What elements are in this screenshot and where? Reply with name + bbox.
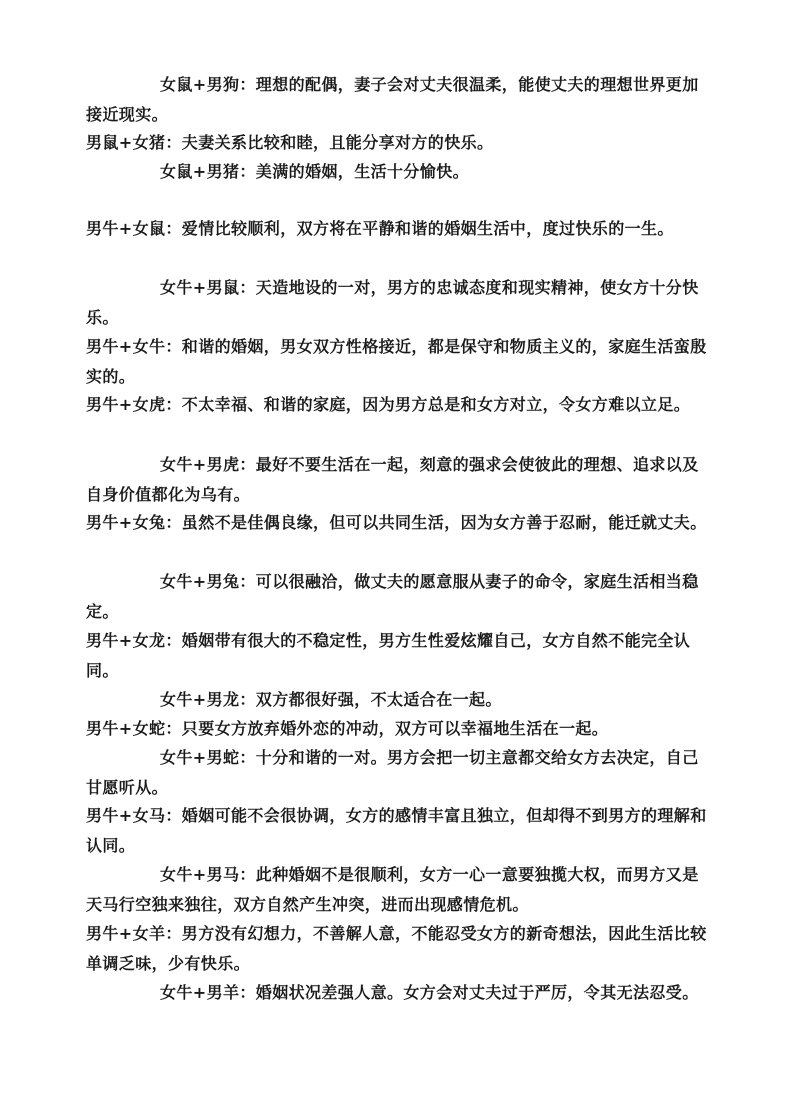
paragraph-ox-male-snake-female: 男牛+女蛇：只要女方放弃婚外恋的冲动，双方可以幸福地生活在一起。 [86, 719, 609, 738]
paragraph-rat-female-pig-male: 女鼠+男猪：美满的婚姻，生活十分愉快。 [160, 162, 470, 181]
paragraph-ox-female-rat-male: 女牛+男鼠：天造地设的一对，男方的忠诚态度和现实精神，使女方十分快乐。 [86, 278, 699, 327]
paragraph-ox-female-tiger-male: 女牛+男虎：最好不要生活在一起，刻意的强求会使彼此的理想、追求以及自身价值都化为乌有。 [86, 455, 699, 504]
paragraph-ox-female-horse-male: 女牛+男马：此种婚姻不是很顺利，女方一心一意要独揽大权，而男方又是天马行空独来独往，双方自然产生冲突，进而出现感情危机。 [86, 865, 699, 914]
paragraph-ox-female-rabbit-male: 女牛+男兔：可以很融洽，做丈夫的愿意服从妻子的命令，家庭生活相当稳定。 [86, 572, 699, 621]
paragraph-ox-male-goat-female: 男牛+女羊：男方没有幻想力，不善解人意，不能忍受女方的新奇想法，因此生活比较单调乏味，少有快乐。 [86, 924, 707, 973]
paragraph-ox-male-dragon-female: 男牛+女龙：婚姻带有很大的不稳定性，男方生性爱炫耀自己，女方自然不能完全认同。 [86, 631, 691, 680]
paragraph-ox-female-dragon-male: 女牛+男龙：双方都很好强，不太适合在一起。 [160, 690, 502, 709]
paragraph-rat-male-pig-female: 男鼠+女猪：夫妻关系比较和睦，且能分享对方的快乐。 [86, 133, 494, 152]
paragraph-ox-male-horse-female: 男牛+女马：婚姻可能不会很协调，女方的感情丰富且独立，但却得不到男方的理解和认同。 [86, 806, 707, 855]
paragraph-ox-male-tiger-female: 男牛+女虎：不太幸福、和谐的家庭，因为男方总是和女方对立，令女方难以立足。 [86, 395, 691, 414]
paragraph-ox-female-goat-male: 女牛+男羊：婚姻状况差强人意。女方会对丈夫过于严厉，令其无法忍受。 [160, 983, 699, 1002]
paragraph-ox-male-rabbit-female: 男牛+女兔：虽然不是佳偶良缘，但可以共同生活，因为女方善于忍耐，能迁就丈夫。 [86, 513, 707, 532]
paragraph-ox-male-rat-female: 男牛+女鼠：爱情比较顺利，双方将在平静和谐的婚姻生活中，度过快乐的一生。 [86, 219, 674, 238]
paragraph-rat-female-dog-male: 女鼠+男狗：理想的配偶，妻子会对丈夫很温柔，能使丈夫的理想世界更加接近现实。 [86, 75, 699, 124]
paragraph-ox-male-ox-female: 男牛+女牛：和谐的婚姻，男女双方性格接近，都是保守和物质主义的，家庭生活蛮殷实的。 [86, 337, 707, 386]
paragraph-ox-female-snake-male: 女牛+男蛇：十分和谐的一对。男方会把一切主意都交给女方去决定，自己甘愿听从。 [86, 748, 699, 797]
